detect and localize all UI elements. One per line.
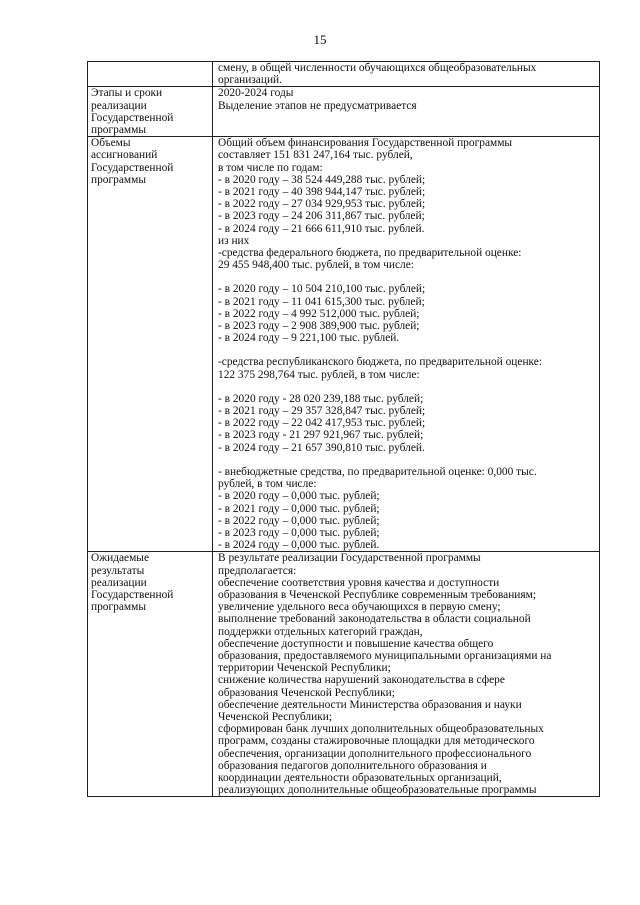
label-line: Государственной bbox=[91, 588, 174, 601]
content-line: обеспечение соответствия уровня качества и доступности bbox=[218, 576, 500, 589]
content-line: из них bbox=[218, 234, 250, 247]
row-content-cell bbox=[213, 552, 600, 797]
content-line: -средства республиканского бюджета, по предварительной оценке: bbox=[218, 356, 543, 369]
content-line: обеспечение доступности и повышение качества общего bbox=[218, 637, 494, 650]
content-line: составляет 151 831 247,164 тыс. рублей, bbox=[218, 149, 413, 162]
content-line: Чеченской Республики; bbox=[218, 710, 333, 723]
content-line: в том числе по годам: bbox=[218, 161, 323, 174]
label-line: Ожидаемые bbox=[91, 552, 150, 565]
content-line: - в 2023 году – 2 908 389,900 тыс. рублей; bbox=[218, 320, 420, 333]
content-line: - в 2021 году – 29 357 328,847 тыс. рублей; bbox=[218, 405, 426, 418]
content-line: В результате реализации Государственной программы bbox=[218, 552, 481, 565]
content-line: поддержки отдельных категорий граждан, bbox=[218, 625, 423, 638]
content-line: Выделение этапов не предусматривается bbox=[218, 99, 417, 112]
content-line: - в 2022 году – 0,000 тыс. рублей; bbox=[218, 514, 380, 527]
content-line: - в 2021 году – 11 041 615,300 тыс. рублей; bbox=[218, 295, 425, 308]
content-line: смену, в общей численности обучающихся общеобразовательных bbox=[218, 62, 537, 74]
label-line: Государственной bbox=[91, 111, 174, 124]
row-stages-timing bbox=[88, 87, 600, 137]
content-line: реализующих дополнительные общеобразовательные программы bbox=[218, 784, 537, 797]
content-line: образования, предоставляемого муниципальными организациями на bbox=[218, 649, 552, 662]
blank-line bbox=[218, 271, 596, 283]
label-line: реализации bbox=[91, 99, 147, 112]
row-continuation bbox=[88, 62, 600, 87]
content-line: - в 2020 году - 28 020 239,188 тыс. рублей; bbox=[218, 392, 424, 405]
blank-line bbox=[218, 454, 596, 466]
row-content-cell bbox=[213, 137, 600, 552]
row-label-cell bbox=[88, 62, 213, 87]
row-label-cell bbox=[88, 552, 213, 797]
content-line: сформирован банк лучших дополнительных общеобразовательных bbox=[218, 723, 544, 736]
content-line: - в 2024 году – 21 666 611,910 тыс. рублей. bbox=[218, 222, 425, 235]
label-line: Объемы bbox=[91, 137, 131, 150]
content-line: - в 2021 году – 40 398 944,147 тыс. рублей; bbox=[218, 186, 426, 199]
content-line: рублей, в том числе: bbox=[218, 478, 317, 491]
content-line: - в 2024 году – 0,000 тыс. рублей. bbox=[218, 539, 380, 552]
label-line: ассигнований bbox=[91, 149, 158, 162]
content-line: - в 2024 году – 9 221,100 тыс. рублей. bbox=[218, 332, 400, 345]
content-line: 29 455 948,400 тыс. рублей, в том числе: bbox=[218, 259, 414, 272]
label-line: результаты bbox=[91, 564, 145, 577]
row-funding-volumes bbox=[88, 137, 600, 552]
content-line: - в 2023 году – 0,000 тыс. рублей; bbox=[218, 526, 380, 539]
content-line: - в 2022 году – 22 042 417,953 тыс. рублей; bbox=[218, 417, 426, 430]
row-label-cell bbox=[88, 87, 213, 137]
content-line: 122 375 298,764 тыс. рублей, в том числе: bbox=[218, 368, 420, 381]
content-line: - в 2021 году – 0,000 тыс. рублей; bbox=[218, 502, 380, 515]
content-line: - в 2023 году – 24 206 311,867 тыс. рублей; bbox=[218, 210, 425, 223]
label-line: Этапы и сроки bbox=[91, 87, 163, 100]
content-line: снижение количества нарушений законодательства в сфере bbox=[218, 674, 505, 687]
content-line: увеличение удельного веса обучающихся в первую смену; bbox=[218, 601, 501, 614]
content-line: выполнение требований законодательства в области социальной bbox=[218, 613, 531, 626]
page-number: 15 bbox=[313, 32, 327, 47]
row-label-cell bbox=[88, 137, 213, 552]
content-line: территории Чеченской Республики; bbox=[218, 662, 391, 675]
content-line: Общий объем финансирования Государственной программы bbox=[218, 137, 513, 150]
label-line: Государственной bbox=[91, 161, 174, 174]
content-line: - в 2023 году - 21 297 921,967 тыс. рублей; bbox=[218, 429, 424, 442]
content-line: образования педагогов дополнительного образования и bbox=[218, 759, 487, 772]
label-line: программы bbox=[91, 124, 146, 137]
content-line: обеспечение деятельности Министерства образования и науки bbox=[218, 698, 522, 711]
label-line: программы bbox=[91, 601, 146, 614]
content-line: - внебюджетные средства, по предварительной оценке: 0,000 тыс. bbox=[218, 465, 537, 478]
content-line: обеспечения, организации дополнительного профессионального bbox=[218, 747, 532, 760]
content-line: координации деятельности образовательных организаций, bbox=[218, 771, 502, 784]
content-line: предполагается: bbox=[218, 564, 297, 577]
row-content-cell bbox=[213, 87, 600, 137]
label-line: программы bbox=[91, 173, 146, 186]
row-expected-results bbox=[88, 552, 600, 797]
content-line: -средства федерального бюджета, по предварительной оценке: bbox=[218, 247, 522, 260]
row-content-cell bbox=[213, 62, 600, 87]
content-line: - в 2022 году – 4 992 512,000 тыс. рублей; bbox=[218, 307, 420, 320]
content-line: - в 2020 году – 0,000 тыс. рублей; bbox=[218, 490, 380, 503]
blank-line bbox=[218, 381, 596, 393]
content-line: образования в Чеченской Республике современным требованиям; bbox=[218, 588, 537, 601]
content-line: организаций. bbox=[218, 74, 282, 87]
label-line: реализации bbox=[91, 576, 147, 589]
content-line: - в 2020 году – 10 504 210,100 тыс. рублей; bbox=[218, 283, 426, 296]
content-line: - в 2024 году – 21 657 390,810 тыс. рублей. bbox=[218, 441, 425, 454]
content-line: - в 2020 году – 38 524 449,288 тыс. рублей; bbox=[218, 173, 426, 186]
content-line: образования Чеченской Республики; bbox=[218, 686, 395, 699]
blank-line bbox=[218, 344, 596, 356]
content-line: 2020-2024 годы bbox=[218, 87, 294, 100]
content-line: - в 2022 году – 27 034 929,953 тыс. рублей; bbox=[218, 198, 426, 211]
content-line: программ, созданы стажировочные площадки для методического bbox=[218, 735, 535, 748]
program-passport-table bbox=[87, 61, 600, 797]
